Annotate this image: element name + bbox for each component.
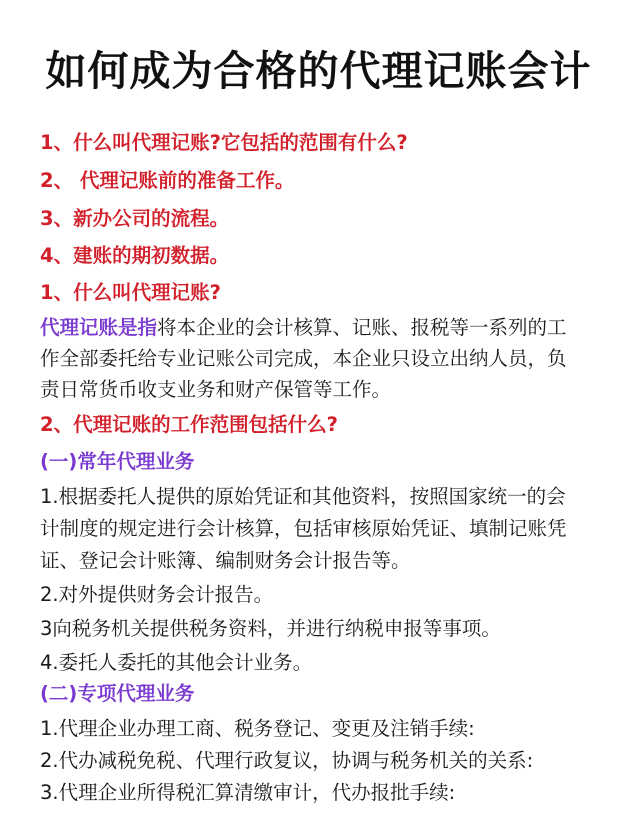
section2-heading: 2、代理记账的工作范围包括什么?: [40, 413, 338, 436]
subsection1-heading: (一)常年代理业务: [40, 450, 195, 473]
toc-item-4: 4、建账的期初数据。: [40, 244, 230, 267]
definition-text: 将本企业的会计核算、记账、报税等一系列的工: [157, 316, 567, 339]
section1-paragraph-line-3: 责日常货币收支业务和财产保管等工作。: [40, 378, 392, 401]
subsection2-heading: (二)专项代理业务: [40, 682, 195, 705]
subsection2-line: 2.代办减税免税、代理行政复议，协调与税务机关的关系:: [40, 749, 534, 772]
toc-item-1: 1、什么叫代理记账?它包括的范围有什么?: [40, 131, 408, 154]
subsection1-line: 证、登记会计账簿、编制财务会计报告等。: [40, 549, 411, 572]
subsection1-line: 2.对外提供财务会计报告。: [40, 583, 274, 606]
subsection1-line: 3向税务机关提供税务资料，并进行纳税申报等事项。: [40, 617, 501, 640]
section1-heading: 1、什么叫代理记账?: [40, 281, 221, 304]
definition-highlight: 代理记账是指: [40, 316, 158, 339]
subsection2-line: 3.代理企业所得税汇算清缴审计，代办报批手续:: [40, 781, 456, 804]
toc-item-3: 3、新办公司的流程。: [40, 207, 230, 230]
subsection1-line: 4.委托人委托的其他会计业务。: [40, 651, 313, 674]
section1-paragraph-line-2: 作全部委托给专业记账公司完成，本企业只设立出纳人员，负: [40, 347, 567, 370]
page-title: 如何成为合格的代理记账会计: [45, 47, 592, 95]
section1-paragraph-line-1: [40, 313, 567, 343]
subsection1-line: 计制度的规定进行会计核算，包括审核原始凭证、填制记账凭: [40, 517, 567, 540]
subsection1-line: 1.根据委托人提供的原始凭证和其他资料，按照国家统一的会: [40, 485, 566, 508]
toc-item-2: 2、 代理记账前的准备工作。: [40, 169, 295, 192]
subsection2-line: 1.代理企业办理工商、税务登记、变更及注销手续:: [40, 717, 475, 740]
